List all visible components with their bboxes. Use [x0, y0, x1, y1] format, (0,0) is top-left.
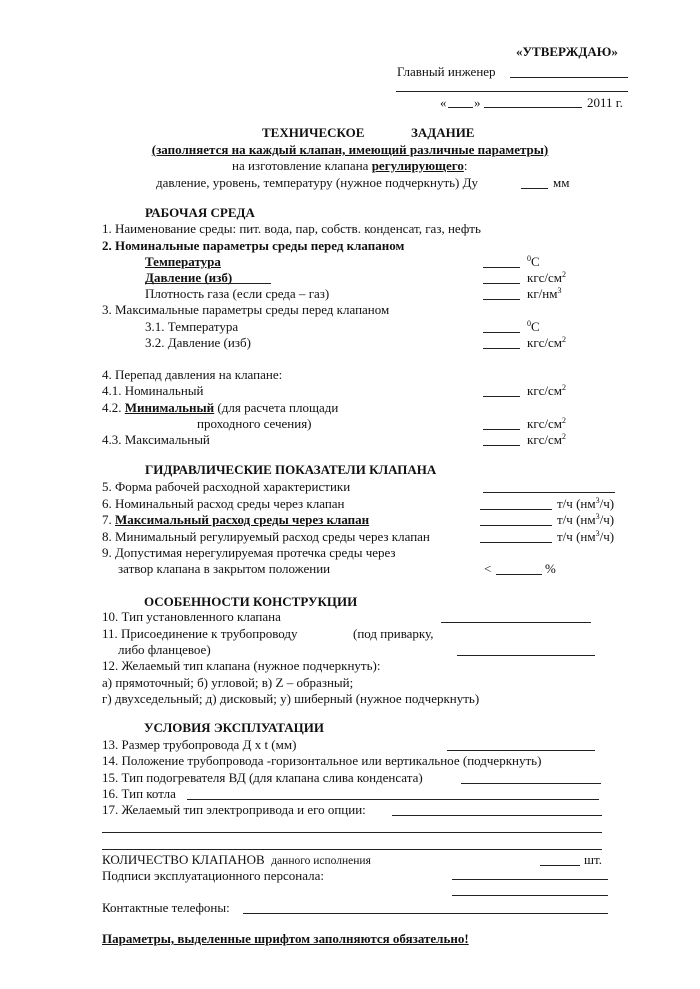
heater-type-line[interactable]: [461, 783, 601, 784]
unit-celsius-2: $^0$С: [527, 319, 540, 334]
operation-heading: УСЛОВИЯ ЭКСПЛУАТАЦИИ: [144, 720, 324, 735]
quantity-label: КОЛИЧЕСТВО КЛАПАНОВ данного исполнения: [102, 852, 371, 867]
title-line3-a: на изготовление клапана регулирующего:: [232, 158, 468, 173]
date-day-line[interactable]: [448, 107, 473, 108]
max-drop-line[interactable]: [483, 445, 520, 446]
valve-types-1: а) прямоточный; б) угловой; в) Z – образный;: [102, 675, 354, 690]
item-4-1: 4.1. Номинальный: [102, 383, 204, 398]
valve-types-2: г) двухседельный; д) дисковый; у) шиберный (нужное подчеркнуть): [102, 691, 480, 706]
title-word-1: ТЕХНИЧЕСКОЕ: [262, 125, 365, 140]
item-17: 17. Желаемый тип электропривода и его опции:: [102, 802, 366, 817]
unit-th-2: т/ч $(нм^3/ч)$: [557, 512, 615, 527]
item-9: 9. Допустимая нерегулируемая протечка среды через: [102, 545, 396, 560]
item-11-options: (под приварку,: [353, 626, 434, 641]
leakage-line[interactable]: [496, 574, 542, 575]
unit-kgf-4: кгс/$см^2$: [527, 416, 567, 431]
item-9-cont: затвор клапана в закрытом положении: [118, 561, 331, 576]
mandatory-note: Параметры, выделенные шрифтом заполняются обязательно!: [102, 931, 469, 946]
max-pressure-line[interactable]: [483, 348, 520, 349]
chief-engineer-label: Главный инженер: [397, 64, 496, 79]
actuator-line-3[interactable]: [102, 849, 602, 850]
item-3-2: 3.2. Давление (изб): [145, 335, 251, 350]
nominal-temp-label: Температура: [145, 254, 221, 269]
unit-th-3: т/ч $(нм^3/ч)$: [557, 529, 615, 544]
max-flow-line[interactable]: [480, 525, 552, 526]
date-close-quote: »: [474, 95, 481, 110]
max-temp-line[interactable]: [483, 332, 520, 333]
item-8: 8. Минимальный регулируемый расход среды через клапан: [102, 529, 430, 544]
item-4-2: 4.2. Минимальный (для расчета площади: [102, 400, 339, 415]
du-line[interactable]: [521, 188, 548, 189]
date-year: 2011 г.: [587, 95, 623, 110]
nominal-flow-line[interactable]: [480, 509, 552, 510]
item-11-cont: либо фланцевое): [118, 642, 211, 657]
title-mm: мм: [553, 175, 570, 190]
nominal-pressure-line[interactable]: [483, 283, 520, 284]
hydraulic-heading: ГИДРАВЛИЧЕСКИЕ ПОКАЗАТЕЛИ КЛАПАНА: [145, 462, 437, 477]
item-13: 13. Размер трубопровода Д х t (мм): [102, 737, 297, 752]
unit-kgf-5: кгс/$см^2$: [527, 432, 567, 447]
boiler-type-line[interactable]: [187, 799, 599, 800]
actuator-line-1[interactable]: [392, 815, 602, 816]
phones-line[interactable]: [243, 913, 608, 914]
item-7: 7. Максимальный расход среды через клапан: [102, 512, 370, 527]
leakage-lt: <: [484, 561, 492, 576]
unit-kgf: кгс/$см^2$: [527, 270, 567, 285]
min-drop-line[interactable]: [483, 429, 520, 430]
gas-density-label: Плотность газа (если среда – газ): [145, 286, 330, 301]
date-month-line[interactable]: [484, 107, 582, 108]
unit-th-1: т/ч $(нм^3/ч)$: [557, 496, 615, 511]
item-1: 1. Наименование среды: пит. вода, пар, собств. конденсат, газ, нефть: [102, 221, 481, 236]
item-12: 12. Желаемый тип клапана (нужное подчеркнуть):: [102, 658, 381, 673]
phones-label: Контактные телефоны:: [102, 900, 230, 915]
leakage-pct: %: [545, 561, 556, 576]
unit-kgf-2: кгс/$см^2$: [527, 335, 567, 350]
min-flow-line[interactable]: [480, 542, 552, 543]
signature-line-2[interactable]: [452, 895, 608, 896]
signature-line-1[interactable]: [452, 879, 608, 880]
item-4-3: 4.3. Максимальный: [102, 432, 210, 447]
unit-kgf-3: кгс/$см^2$: [527, 383, 567, 398]
work-env-heading: РАБОЧАЯ СРЕДА: [145, 205, 255, 220]
title-line4: давление, уровень, температуру (нужное подчеркнуть) Ду: [156, 175, 479, 190]
date-open-quote: «: [440, 95, 447, 110]
nominal-temp-line[interactable]: [483, 267, 520, 268]
item-5: 5. Форма рабочей расходной характеристики: [102, 479, 351, 494]
flow-characteristic-line[interactable]: [483, 492, 615, 493]
item-14: 14. Положение трубопровода -горизонтальное или вертикальное (подчеркнуть): [102, 753, 542, 768]
unit-celsius: $^0$С: [527, 254, 540, 269]
quantity-unit: шт.: [584, 852, 602, 867]
blank-line: [396, 91, 628, 92]
nominal-drop-line[interactable]: [483, 396, 520, 397]
unit-kgm: $кг/нм^3$: [527, 286, 562, 301]
item-16: 16. Тип котла: [102, 786, 176, 801]
signatures-label: Подписи эксплуатационного персонала:: [102, 868, 324, 883]
item-2: 2. Номинальные параметры среды перед клапаном: [102, 238, 405, 253]
gas-density-line[interactable]: [483, 299, 520, 300]
item-4: 4. Перепад давления на клапане:: [102, 367, 283, 382]
nominal-pressure-underline: [145, 283, 271, 284]
nominal-pressure-label: Давление (изб): [145, 270, 233, 285]
item-10: 10. Тип установленного клапана: [102, 609, 281, 624]
chief-engineer-signature-line[interactable]: [510, 77, 628, 78]
quantity-line[interactable]: [540, 865, 580, 866]
actuator-line-2[interactable]: [102, 832, 602, 833]
title-word-2: ЗАДАНИЕ: [411, 125, 475, 140]
connection-line[interactable]: [457, 655, 595, 656]
pipe-size-line[interactable]: [447, 750, 595, 751]
item-11: 11. Присоединение к трубопроводу: [102, 626, 298, 641]
title-subtitle: (заполняется на каждый клапан, имеющий различные параметры): [151, 142, 549, 157]
approve-stamp: «УТВЕРЖДАЮ»: [516, 44, 618, 59]
item-3: 3. Максимальные параметры среды перед клапаном: [102, 302, 390, 317]
valve-type-line[interactable]: [441, 622, 591, 623]
design-heading: ОСОБЕННОСТИ КОНСТРУКЦИИ: [144, 594, 358, 609]
item-4-2-cont: проходного сечения): [197, 416, 312, 431]
item-6: 6. Номинальный расход среды через клапан: [102, 496, 345, 511]
item-3-1: 3.1. Температура: [145, 319, 239, 334]
item-15: 15. Тип подогревателя ВД (для клапана слива конденсата): [102, 770, 423, 785]
